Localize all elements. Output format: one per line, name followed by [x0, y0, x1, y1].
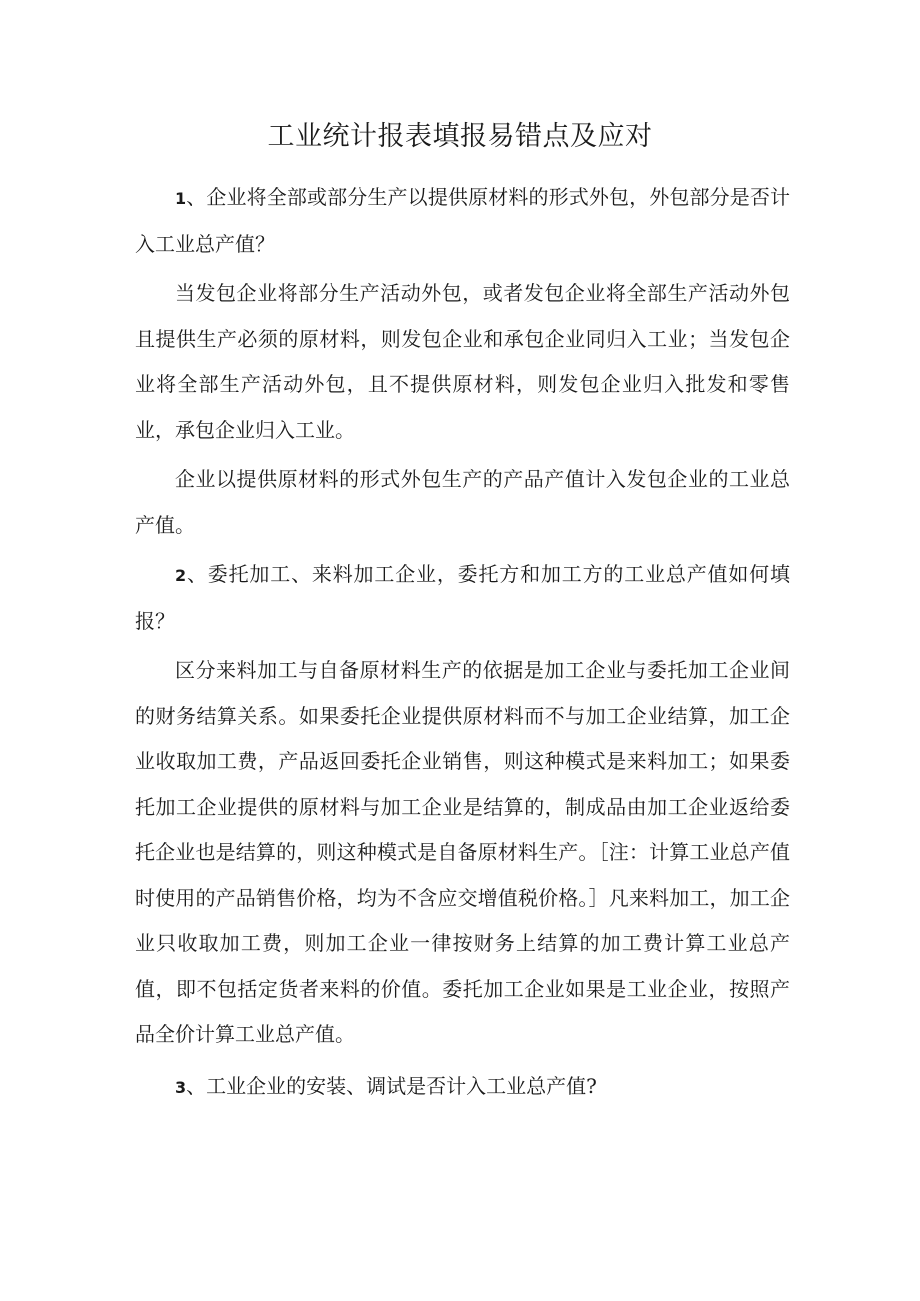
answer-2-paragraph-1: 区分来料加工与自备原材料生产的依据是加工企业与委托加工企业间的财务结算关系。如果委托企业提供原材料而不与加工企业结算，加工企业收取加工费，产品返回委托企业销售，则这种模式是来料加工；如果委托加工企业提供的原材料与加工企业是结算的，制成品由加工企业返给委托企业也是结算的，则这种模式是自备原材料生产。［注：计算工业总产值时使用的产品销售价格，均为不含应交增值税价格。］凡来料加工，加工企业只收取加工费，则加工企业一律按财务上结算的加工费计算工业总产值，即不包括定货者来料的价值。委托加工企业如果是工业企业，按照产品全价计算工业总产值。: [135, 658, 790, 1046]
question-3: [135, 1064, 790, 1111]
question-number: 3: [175, 1077, 187, 1097]
question-number: 1: [175, 189, 187, 208]
question-text: 、企业将全部或部分生产以提供原材料的形式外包，外包部分是否计入工业总产值？: [135, 185, 790, 256]
question-text: 、委托加工、来料加工企业，委托方和加工方的工业总产值如何填报？: [135, 562, 790, 633]
page-title: 工业统计报表填报易错点及应对: [267, 121, 653, 152]
question-text: 、工业企业的安装、调试是否计入工业总产值?: [186, 1073, 597, 1098]
document-body: [135, 175, 790, 1110]
question-2: [135, 552, 790, 644]
answer-1-paragraph-1: 当发包企业将部分生产活动外包，或者发包企业将全部生产活动外包且提供生产必须的原材料，则发包企业和承包企业同归入工业；当发包企业将全部生产活动外包，且不提供原材料，则发包企业归入批发和零售业，承包企业归入工业。: [135, 281, 790, 442]
question-1: [135, 175, 790, 267]
question-number: 2: [175, 566, 187, 585]
answer-1-paragraph-2: 企业以提供原材料的形式外包生产的产品产值计入发包企业的工业总产值。: [135, 467, 790, 537]
